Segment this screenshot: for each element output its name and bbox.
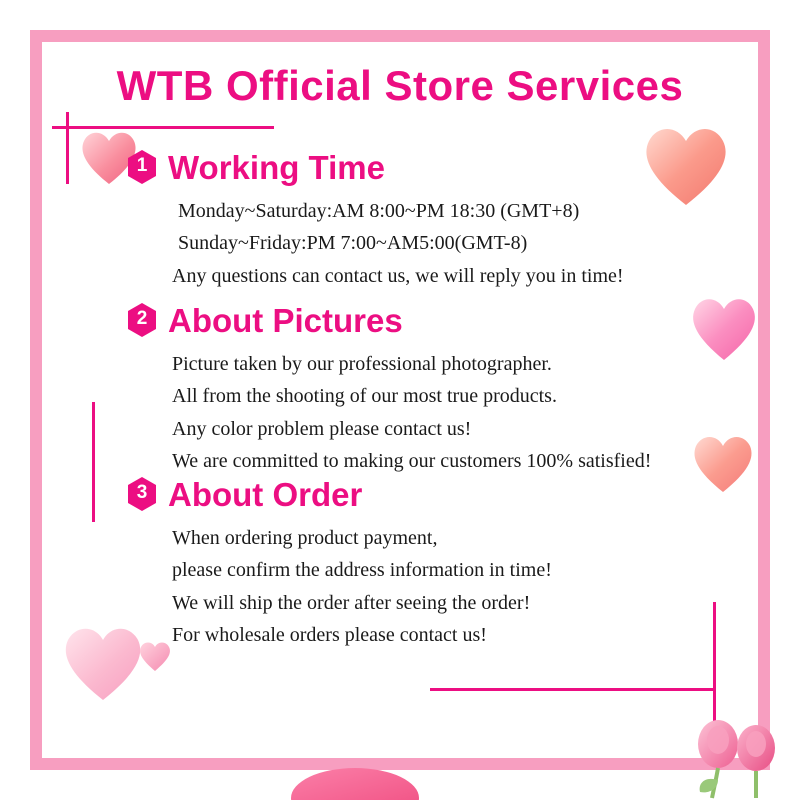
section-line: Picture taken by our professional photographer. (172, 353, 552, 375)
section-working-time (128, 145, 748, 292)
decorative-line-top-horizontal (52, 126, 274, 129)
section-line: Monday~Saturday:AM 8:00~PM 18:30 (GMT+8) (178, 200, 580, 222)
section-line: For wholesale orders please contact us! (172, 624, 487, 647)
section-about-order (128, 472, 748, 652)
section-line: Any questions can contact us, we will reply you in time! (172, 264, 624, 287)
number-badge-icon (128, 477, 156, 511)
section-line: All from the shooting of our most true products. (172, 385, 557, 408)
section-line: We are committed to making our customers 100% satisfied! (172, 450, 652, 473)
section-header (128, 298, 748, 342)
section-line: Any color problem please contact us! (172, 417, 472, 440)
section-line: please confirm the address information in time! (172, 559, 552, 582)
section-header (128, 472, 748, 516)
section-line: We will ship the order after seeing the order! (172, 591, 531, 614)
page-title: WTB Official Store Services (116, 62, 684, 109)
decorative-line-bottom-horizontal (430, 688, 715, 691)
section-number: 2 (136, 308, 148, 329)
section-number: 1 (136, 155, 148, 176)
section-body (128, 195, 748, 292)
number-badge-icon (128, 150, 156, 184)
section-header (128, 145, 748, 189)
section-line: Sunday~Friday:PM 7:00~AM5:00(GMT-8) (178, 232, 528, 255)
section-number: 3 (136, 482, 148, 503)
section-body (128, 522, 748, 652)
number-badge-icon (128, 303, 156, 337)
decorative-line-left-vertical (92, 402, 95, 522)
section-line: When ordering product payment, (172, 527, 438, 549)
decorative-line-top-vertical (66, 112, 69, 184)
section-about-pictures (128, 298, 748, 478)
section-heading: About Pictures (168, 301, 403, 339)
section-heading: About Order (168, 475, 363, 513)
section-body (128, 348, 748, 478)
section-heading: Working Time (168, 148, 385, 186)
